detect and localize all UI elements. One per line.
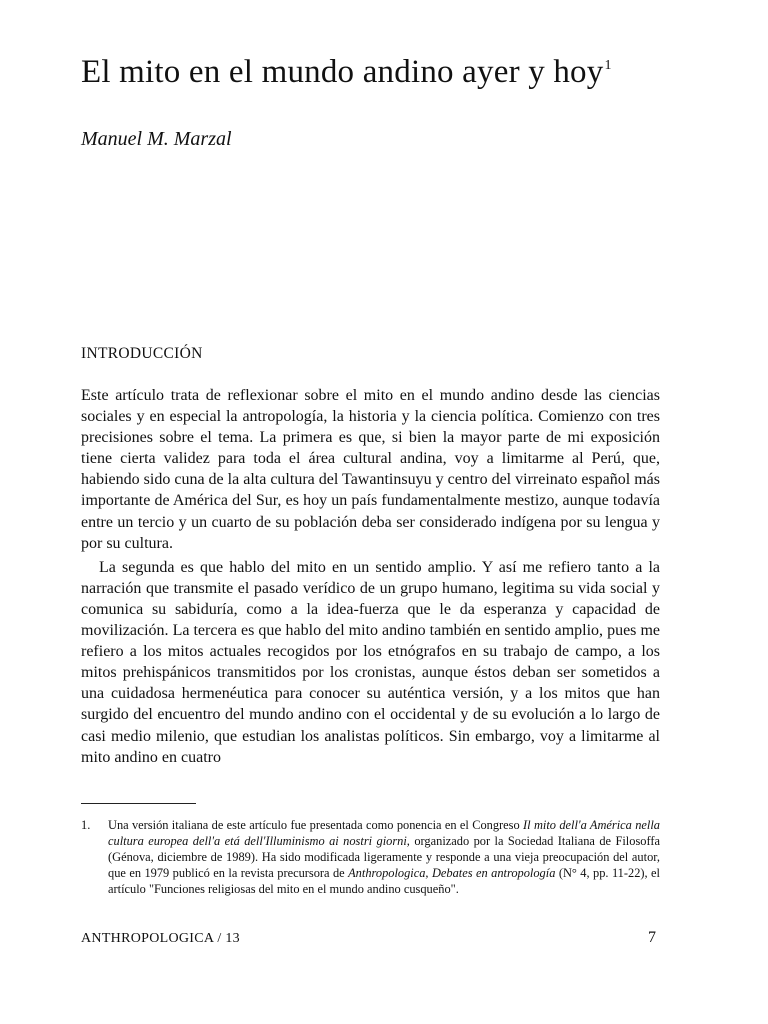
footnote-journal-title: Anthropologica, Debates en antropología xyxy=(348,866,556,880)
title-footnote-marker[interactable]: 1 xyxy=(604,58,612,73)
body-paragraph-2: La segunda es que hablo del mito en un sentido amplio. Y así me refiero tanto a la narración que transmite el pasado verídico de un grupo humano, legitima su vida social y comunica su sabiduría, como a la idea-fuerza que le da esperanza y capacidad de movilización. La tercera es que hablo del mito andino también en sentido amplio, pues me refiero a los mitos actuales recogidos por los etnógrafos en su trabajo de campo, a los mitos prehispánicos transmitidos por los cronistas, aunque éstos deban ser sometidos a una cuidadosa hermenéutica para conocer su auténtica versión, y a los mitos que han surgido del encuentro del mundo andino con el occidental y de su evolución a lo largo de casi medio milenio, que estudian los analistas políticos. Sin embargo, voy a limitarme al mito andino en cuatro xyxy=(81,558,660,766)
author-name: Manuel M. Marzal xyxy=(81,128,232,150)
article-title-text: El mito en el mundo andino ayer y hoy xyxy=(81,54,604,90)
footnote-text-part3: (N° 4, pp. 11-22), el artículo "Funciones religiosas del mito en el mundo andino cusqueño". xyxy=(108,866,660,896)
footnote-text-part1: Una versión italiana de este artículo fue presentada como ponencia en el Congreso xyxy=(108,818,524,832)
footnote-text-part2: organizado por la Sociedad Italiana de Filosoffa (Génova, diciembre de 1989). Ha sido modificada ligeramente y responde a una vieja preocupación del autor, que en 1979 publicó en la revista precursora de xyxy=(108,834,660,880)
journal-running-footer: ANTHROPOLOGICA / 13 xyxy=(81,931,240,946)
footnote-text xyxy=(108,817,660,897)
body-paragraph-1: Este artículo trata de reflexionar sobre el mito en el mundo andino desde las ciencias sociales y en especial la antropología, la historia y la ciencia política. Comienzo con tres precisiones sobre el tema. La primera es que, si bien la mayor parte de mi exposición tiene cierta validez para toda el área cultural andina, voy a limitarme al Perú, que, habiendo sido cuna de la alta cultura del Tawantinsuyu y centro del virreinato español más importante de América del Sur, es hoy un país fundamentalmente mestizo, aunque todavía entre un tercio y un cuarto de su población deba ser considerado indígena por su lengua y por su cultura. xyxy=(81,387,660,552)
section-heading: INTRODUCCIÓN xyxy=(81,345,203,362)
footnote xyxy=(81,817,660,897)
article-title xyxy=(81,54,612,91)
article-body xyxy=(81,385,660,768)
page-number: 7 xyxy=(648,929,656,946)
footnote-number: 1. xyxy=(81,818,91,832)
footnote-divider xyxy=(81,803,196,804)
footnote-congress-title: Il mito dell'a América nella cultura europea dell'a etá dell'Illuminismo ai nostri giorni, xyxy=(108,818,660,848)
